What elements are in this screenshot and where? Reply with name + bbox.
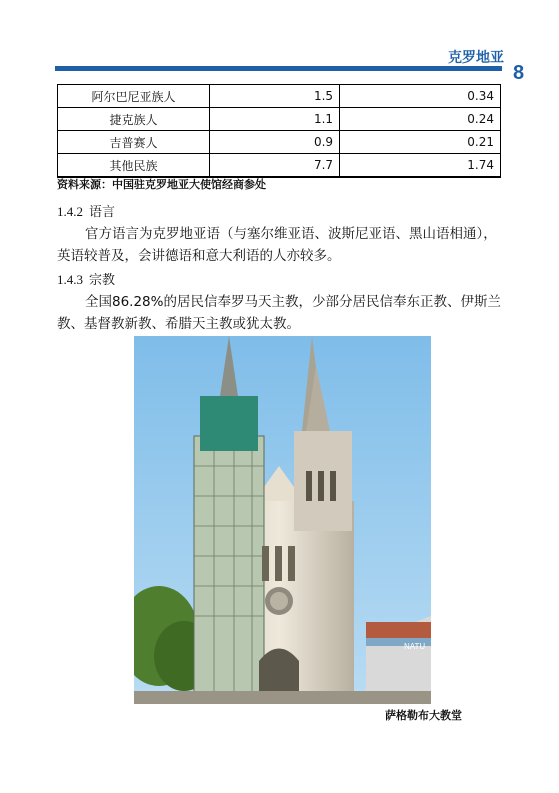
section-number: 1.4.2 (57, 204, 83, 219)
religion-paragraph: 全国86.28%的居民信奉罗马天主教，少部分居民信奉东正教、伊斯兰教、基督教新教、希腊天主教或犹太教。 (57, 294, 501, 332)
section-number: 1.4.3 (57, 272, 83, 287)
language-paragraph: 官方语言为克罗地亚语（与塞尔维亚语、波斯尼亚语、黑山语相通），英语较普及，会讲德语和意大利语的人亦较多。 (57, 226, 497, 264)
table-row (58, 154, 501, 178)
percentage-value: 0.21 (340, 131, 501, 154)
table-row (58, 85, 501, 108)
population-value: 1.1 (210, 108, 340, 131)
page-header-title: 克罗地亚 (448, 50, 504, 66)
ethnic-name: 吉普赛人 (58, 131, 210, 154)
percentage-value: 0.34 (340, 85, 501, 108)
section-heading-religion (57, 269, 115, 288)
ethnic-name: 其他民族 (58, 154, 210, 178)
percentage-value: 1.74 (340, 154, 501, 178)
population-value: 0.9 (210, 131, 340, 154)
population-value: 7.7 (210, 154, 340, 178)
section-heading-language (57, 201, 115, 220)
cathedral-illustration (134, 336, 431, 704)
sign-text: NATU (404, 642, 426, 651)
population-value: 1.5 (210, 85, 340, 108)
table-row (58, 108, 501, 131)
header-rule (55, 66, 502, 71)
percentage-value: 0.24 (340, 108, 501, 131)
section-title: 语言 (89, 205, 116, 220)
ethnic-name: 捷克族人 (58, 108, 210, 131)
table-source-note: 资料来源：中国驻克罗地亚大使馆经商参处 (57, 178, 266, 191)
zagreb-cathedral-photo (134, 336, 431, 704)
ethnic-table (57, 84, 501, 178)
page-number: 8 (513, 62, 525, 84)
section-title: 宗教 (89, 273, 116, 288)
ethnic-name: 阿尔巴尼亚族人 (58, 85, 210, 108)
table-row (58, 131, 501, 154)
photo-caption: 萨格勒布大教堂 (385, 709, 462, 722)
